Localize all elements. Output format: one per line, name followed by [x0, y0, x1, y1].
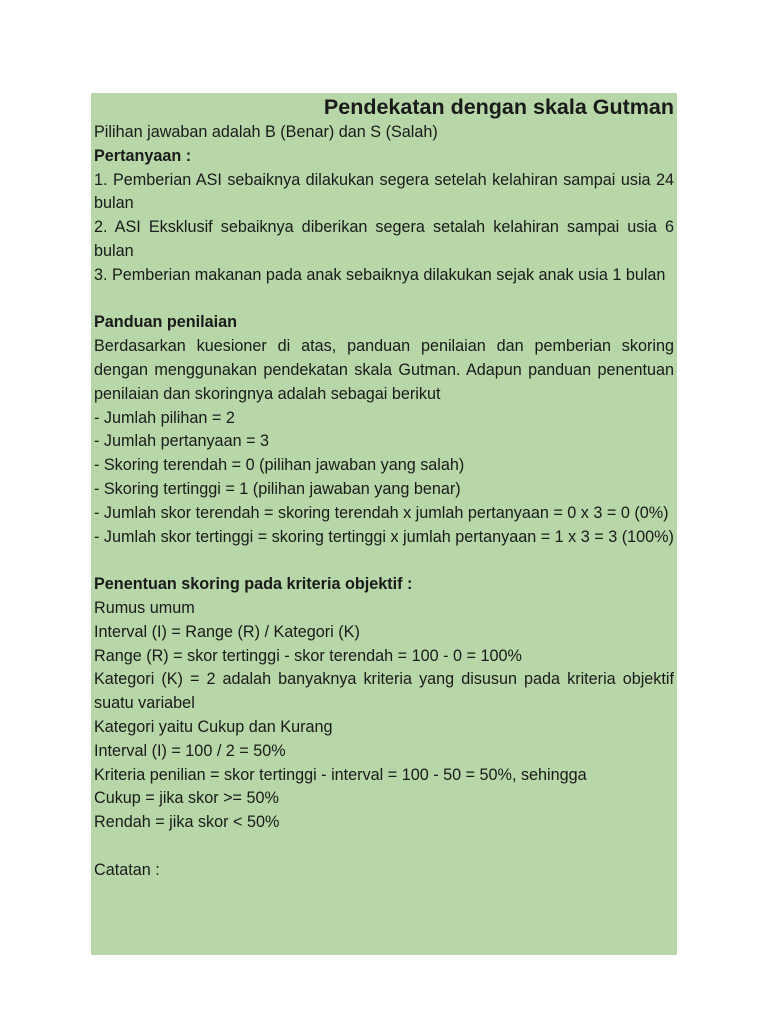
guide-paragraph: Berdasarkan kuesioner di atas, panduan penilaian dan pemberian skoring dengan menggunakan pendekatan skala Gutman. Adapun panduan penentuan penilaian dan skoringnya adalah sebagai berikut — [94, 337, 674, 403]
criteria-line: Cukup = jika skor >= 50% — [94, 789, 279, 808]
criteria-line: Rendah = jika skor < 50% — [94, 813, 280, 832]
document-panel — [91, 93, 677, 955]
criteria-line: Range (R) = skor tertinggi - skor terendah = 100 - 0 = 100% — [94, 646, 522, 665]
criteria-line: Kategori yaitu Cukup dan Kurang — [94, 717, 333, 736]
guide-item: - Skoring tertinggi = 1 (pilihan jawaban yang benar) — [94, 479, 461, 498]
spacer — [94, 288, 674, 312]
question-item: 1. Pemberian ASI sebaiknya dilakukan segera setelah kelahiran sampai usia 24 bulan — [94, 170, 674, 213]
criteria-line: Kategori (K) = 2 adalah banyaknya kriteria yang disusun pada kriteria objektif suatu variabel — [94, 670, 674, 713]
guide-item: - Skoring terendah = 0 (pilihan jawaban yang salah) — [94, 456, 465, 475]
spacer — [94, 835, 674, 859]
intro-text: Pilihan jawaban adalah B (Benar) dan S (Salah) — [94, 123, 438, 141]
criteria-line: Interval (I) = Range (R) / Kategori (K) — [94, 622, 360, 641]
question-item: 2. ASI Eksklusif sebaiknya diberikan segera setalah kelahiran sampai usia 6 bulan — [94, 218, 674, 260]
criteria-line: Kriteria penilian = skor tertinggi - interval = 100 - 50 = 50%, sehingga — [94, 765, 587, 784]
guide-heading: Panduan penilaian — [94, 313, 238, 332]
document-title: Pendekatan dengan skala Gutman — [323, 95, 674, 119]
guide-item: - Jumlah skor tertinggi = skoring tertinggi x jumlah pertanyaan = 1 x 3 = 3 (100%) — [94, 527, 674, 546]
spacer — [94, 549, 674, 573]
note-label: Catatan : — [94, 860, 160, 879]
criteria-heading: Penentuan skoring pada kriteria objektif : — [94, 575, 413, 594]
questions-heading: Pertanyaan : — [94, 146, 192, 165]
guide-item: - Jumlah pertanyaan = 3 — [94, 432, 270, 451]
criteria-line: Interval (I) = 100 / 2 = 50% — [94, 741, 286, 760]
question-item: 3. Pemberian makanan pada anak sebaiknya dilakukan sejak anak usia 1 bulan — [94, 265, 666, 284]
guide-item: - Jumlah skor terendah = skoring terendah x jumlah pertanyaan = 0 x 3 = 0 (0%) — [94, 503, 669, 522]
guide-item: - Jumlah pilihan = 2 — [94, 408, 235, 427]
criteria-line: Rumus umum — [94, 598, 195, 617]
